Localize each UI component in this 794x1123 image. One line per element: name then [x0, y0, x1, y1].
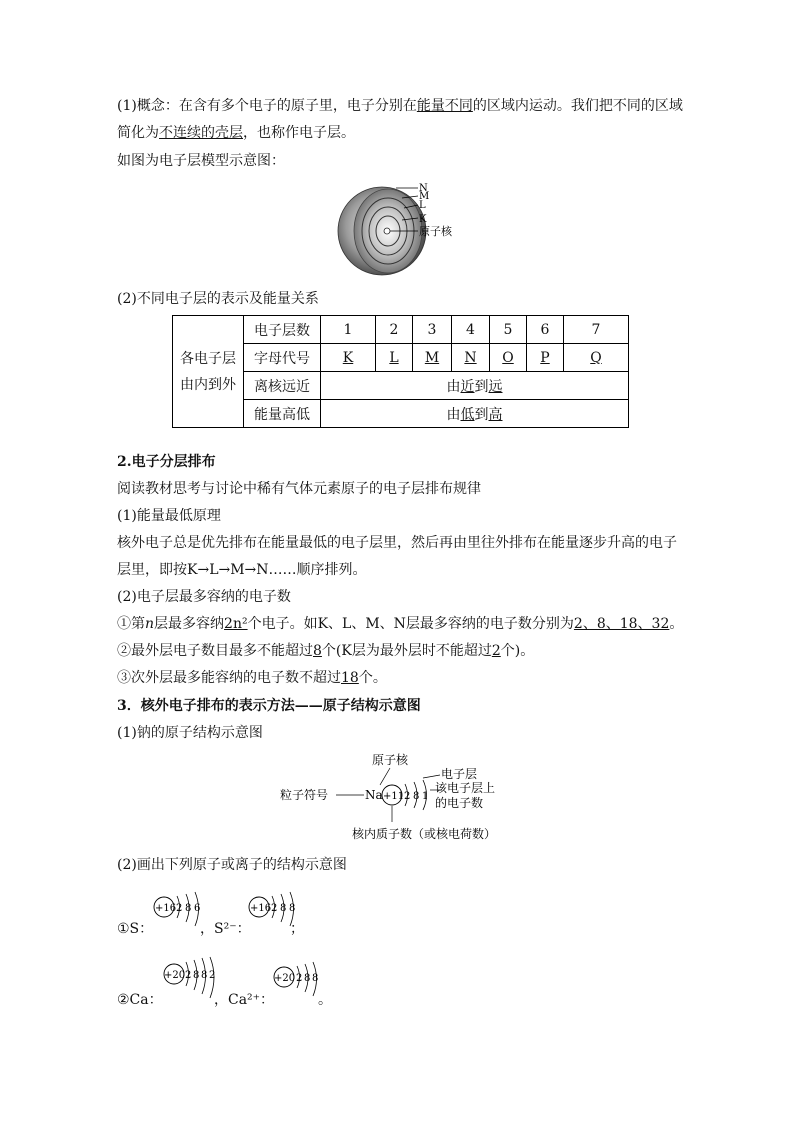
capacity-rule-2: ②最外层电子数目最多不能超过8个(K层为最外层时不能超过2个)。 — [117, 643, 535, 659]
svg-text:2: 2 — [209, 970, 216, 981]
section-3-title: 3．核外电子排布的表示方法——原子结构示意图 — [117, 698, 421, 714]
label-energy: 能量高低 — [244, 400, 321, 428]
svg-text:8: 8 — [289, 903, 296, 914]
svg-text:2: 2 — [271, 903, 278, 914]
subsection-title-2: (2)不同电子层的表示及能量关系 — [117, 291, 319, 307]
calcium-ion-label: ，Ca²⁺： — [214, 992, 275, 1008]
shell-number: 1 — [321, 316, 376, 344]
shell-letter: Q — [564, 344, 629, 372]
svg-text:8: 8 — [304, 973, 311, 984]
concept-line-2: 简化为不连续的壳层，也称作电子层。 — [117, 125, 355, 141]
calcium-row-end: 。 — [318, 992, 332, 1008]
sodium-title: (1)钠的原子结构示意图 — [117, 725, 263, 741]
figure-caption: 如图为电子层模型示意图： — [117, 153, 285, 169]
sodium-electrons-l: 8 — [413, 791, 420, 802]
shell-letter: P — [527, 344, 564, 372]
svg-text:8: 8 — [185, 903, 192, 914]
sodium-electrons-k: 2 — [404, 791, 411, 802]
svg-text:+16: +16 — [155, 903, 177, 914]
svg-text:6: 6 — [194, 903, 201, 914]
svg-text:2: 2 — [296, 973, 303, 984]
shell-label-l: L — [419, 200, 426, 211]
shell-letter: N — [452, 344, 490, 372]
shell-label-n: N — [419, 183, 428, 194]
label-shell-number: 电子层数 — [244, 316, 321, 344]
label-letter-code: 字母代号 — [244, 344, 321, 372]
draw-title: (2)画出下列原子或离子的结构示意图 — [117, 857, 347, 873]
shell-letter: O — [490, 344, 527, 372]
sodium-charge: +11 — [383, 791, 405, 802]
shell-number: 2 — [376, 316, 413, 344]
sulfur-row-end: ； — [290, 921, 304, 937]
label-electron-shell: 电子层 — [441, 767, 478, 781]
svg-text:8: 8 — [193, 970, 200, 981]
sodium-structure-diagram — [280, 750, 520, 845]
svg-text:2: 2 — [176, 903, 183, 914]
svg-text:2: 2 — [185, 970, 192, 981]
svg-text:8: 8 — [201, 970, 208, 981]
capacity-rule-1: ①第n层最多容纳2n²个电子。如K、L、M、N层最多容纳的电子数分别为2、8、18、32。 — [117, 616, 684, 632]
shell-model-diagram — [330, 178, 480, 283]
shell-number: 7 — [564, 316, 629, 344]
sodium-symbol: Na — [365, 788, 383, 802]
sulfur-atom-label: ①S： — [117, 921, 154, 937]
concept-line-1: (1)概念：在含有多个电子的原子里，电子分别在能量不同的区域内运动。我们把不同的区域 — [117, 98, 683, 114]
electron-shell-table — [172, 315, 629, 428]
energy-value: 由低到高 — [321, 400, 629, 428]
label-electrons-1: 该电子层上 — [435, 781, 496, 795]
shell-number: 3 — [413, 316, 452, 344]
distance-value: 由近到远 — [321, 372, 629, 400]
capacity-title: (2)电子层最多容纳的电子数 — [117, 589, 291, 605]
row-group-header: 各电子层 由内到外 — [173, 316, 244, 428]
sulfide-ion-label: ，S²⁻： — [200, 921, 251, 937]
shell-letter: K — [321, 344, 376, 372]
svg-text:8: 8 — [280, 903, 287, 914]
sodium-electrons-m: 1 — [422, 791, 429, 802]
shell-letter: M — [413, 344, 452, 372]
min-energy-line-2: 层里，即按K→L→M→N……顺序排列。 — [117, 562, 367, 578]
min-energy-line-1: 核外电子总是优先排布在能量最低的电子层里，然后再由里往外排布在能量逐步升高的电子 — [117, 535, 677, 551]
svg-text:+20: +20 — [164, 970, 186, 981]
shell-label-m: M — [419, 191, 430, 202]
shell-number: 4 — [452, 316, 490, 344]
shell-number: 5 — [490, 316, 527, 344]
svg-text:+16: +16 — [250, 903, 272, 914]
svg-text:8: 8 — [312, 973, 319, 984]
shell-number: 6 — [527, 316, 564, 344]
label-distance: 离核远近 — [244, 372, 321, 400]
shell-letter: L — [376, 344, 413, 372]
svg-text:+20: +20 — [274, 973, 296, 984]
nucleus-label: 原子核 — [419, 225, 452, 238]
label-proton-number: 核内质子数（或核电荷数） — [352, 827, 497, 841]
label-nucleus: 原子核 — [372, 753, 409, 767]
min-energy-title: (1)能量最低原理 — [117, 508, 221, 524]
label-electrons-2: 的电子数 — [435, 796, 484, 810]
calcium-atom-diagram — [160, 956, 222, 1008]
capacity-rule-3: ③次外层最多能容纳的电子数不超过18个。 — [117, 670, 387, 686]
section-2-title: 2.电子分层排布 — [117, 454, 216, 470]
label-particle-symbol: 粒子符号 — [280, 788, 329, 802]
shell-label-k: K — [419, 214, 427, 225]
calcium-atom-label: ②Ca： — [117, 992, 163, 1008]
section-2-intro: 阅读教材思考与讨论中稀有气体元素原子的电子层排布规律 — [117, 481, 481, 497]
